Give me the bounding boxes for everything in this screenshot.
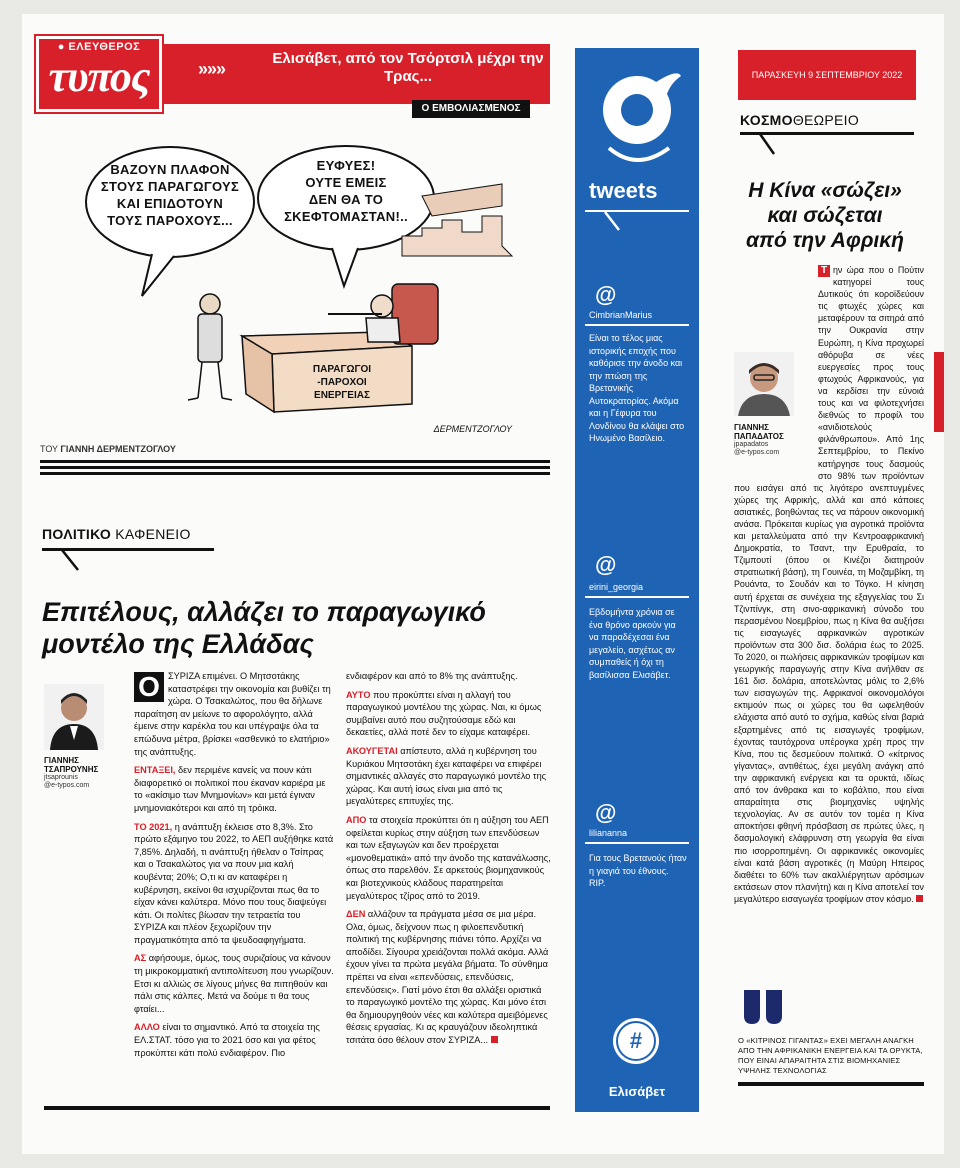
paragraph-keyword: ΤΟ 2021, xyxy=(134,821,173,832)
author-photo-papadatos xyxy=(734,352,794,416)
paragraph: ΑΚΟΥΓΕΤΑΙ απίστευτο, αλλά η κυβέρνηση του Κυριάκου Μητσοτάκη έχει καταφέρει να επιφέρει σημαντικές αλλαγές στο παραγωγικό μοντέλο της χώρας. Και αυτή ίσως είναι μια από τις μεγαλύτερες επιτυχίες της. xyxy=(346,745,547,807)
paragraph-keyword: ΑΛΛΟ xyxy=(134,1022,160,1033)
political-cartoon xyxy=(82,136,552,436)
byline-author[interactable]: ΓΙΑΝΝΗ ΔΕΡΜΕΝΤΖΟΓΛΟΥ xyxy=(60,444,176,454)
section-tick-icon xyxy=(758,134,778,158)
bubble-left-line: ΚΑΙ ΕΠΙΔΟΤΟΥΝ xyxy=(116,196,224,211)
paragraph: ΑΛΛΟ είναι το σημαντικό. Από τα στοιχεία της ΕΛ.ΣΤΑΤ. τόσο για το 2021 όσο και για φέτος προκύπτει κάτι πολύ ενδιαφέρον. Πιο xyxy=(134,1022,320,1058)
article-column-1 xyxy=(134,670,334,1065)
bubble-right-line: ΔΕΝ ΘΑ ΤΟ xyxy=(308,192,384,207)
cartoonist-signature: ΔΕΡΜΕΝΤΖΟΓΛΟΥ xyxy=(433,424,512,434)
column-tag: Ο ΕΜΒΟΛΙΑΣΜΕΝΟΣ xyxy=(412,100,530,118)
section-bold: ΠΟΛΙΤΙΚΟ xyxy=(42,526,112,542)
dropcap: Ο xyxy=(134,672,164,702)
author-photo-tsaprounis xyxy=(44,684,104,750)
author-last-name: ΠΑΠΑΔΑΤΟΣ xyxy=(734,432,784,442)
divider xyxy=(40,472,550,475)
desk-label-line: -ΠΑΡΟΧΟΙ xyxy=(317,377,367,388)
kosmo-article-text: ην ώρα που ο Πούτιν κατηγορεί τους Δυτικούς ότι κοροϊδεύουν τις φτωχές χώρες και μεταφέρουν τα σιτηρά από την Ουκρανία στην Ευρώπη, η Κίνα προχωρεί αθόρυβα σε νέες ευεργεσίες προς τους φτωχούς Αφρικανούς, για να κερδίσει την εύνοιά τους και να φιλοτεχνήσει διεθνώς το προφίλ του «ανιδιοτελούς φιλάνθρωπου». Από 1ης Σεπτεμβρίου, το Πεκίνο κατήργησε τους δασμούς στο 98% των προϊόντων που εισάγει από τις λιγότερο ανεπτυγμένες χώρες της Αφρικής, αλλά και από κάποιες ασιατικές, βοηθώντας τες να πάρουν οικονομική ανάσα. Πρόκειται κυρίως για αγροτικά προϊόντα και μεταλλεύματα από την Κεντροαφρικανική Δημοκρατία, το Τσαντ, την Ερυθραία, το Τζιμπουτί (όπου οι Κινέζοι διατηρούν στρατιωτική βάση), τη Γουινέα, τη Μοζαμβίκη, τη Ρουάντα, το Σουδάν και το Τόγκο. Η κίνηση αυτή έρχεται σε συνέχεια της εξαγγελίας του Σι Τζινπίνγκ, στη σινο-αφρικανική σύνοδο του περασμένου Νοεμβρίου, πως η Κίνα θα αυξήσει τις εισαγωγές αφρικανικών αγροτικών προϊόντων στα 300 δισ. δολάρια έως το 2025. Το 2020, οι πωλήσεις αφρικανικών τροφίμων και γεωργικής παραγωγής στην Κίνα ανήλθαν σε 161 δισ. δολάρια, αποτελώντας μόλις το 2,6% των εισαγωγών της. Αφρικανοί οικονομολόγοι εκτιμούν πως οι χώρες του θα ωφεληθούν ελάχιστα από αυτό το σχήμα, καθώς είναι βαριά εξαρτημένες από τις εισαγωγές τροφίμων, έχοντας ταυτόχρονα υπέρογκα χρέη προς την Κίνα, που τις δεσμεύουν πολιτικά. Ο «κίτρινος γίγαντας», αντιθέτως, έχει μεγάλη ανάγκη από την αφρικανική ενέργεια και τα ορυκτά, ιδίως από τον άνθρακα και το κοβάλτιο, που είναι απαραίτητα στις βιομηχανίες υψηλής τεχνολογίας. Αν σε αυτόν τον τομέα η Κίνα αποκτήσει φθηνή πρόσβαση σε πρώτες ύλες, η δασμολογική ελάφρυνση στη γεωργία θα είναι πιο ισορροπημένη. Οι αφρικανικές οικονομίες είναι κατά βάση αγροτικές (η Μαύρη Ηπειρος διαθέτει το 60% των ακαλλιέργητων αρόσιμων εκτάσεων στον πλανήτη) και η Κίνα αποτελεί τον μεγαλύτερο εισαγωγέα τροφίμων στον κόσμο. xyxy=(734,265,924,904)
divider xyxy=(40,466,550,469)
paragraph-keyword: ΑΥΤΟ xyxy=(346,689,371,700)
bottom-divider xyxy=(738,1082,924,1086)
dropcap: Τ xyxy=(818,265,830,277)
tweet-rule xyxy=(585,324,689,326)
tweet-text: Είναι το τέλος μιας ιστορικής εποχής που καθόρισε την άνοδο και την πτώση της Βρετανικής Αυτοκρατορίας. Ακόμα και η Γέφυρα του Λονδίνου θα κλάψει στο Ηνωμένο Βασίλειο. xyxy=(589,333,685,443)
hashtag-label[interactable]: Ελισάβετ xyxy=(608,1084,666,1099)
bubble-right-line: ΟΥΤΕ ΕΜΕΙΣ xyxy=(305,175,387,190)
tweet-text: Εβδομήντα χρόνια σε ένα θρόνο αρκούν για να παραδέχεσαι ένα μεγαλείο, ασχέτως αν συμπαθείς ή όχι τη βασίλισσα Ελισάβετ. xyxy=(589,607,676,680)
paragraph-keyword: ΕΝΤΑΞΕΙ, xyxy=(134,765,176,776)
cartoon-byline xyxy=(40,444,176,454)
tweets-rule xyxy=(585,210,689,212)
divider xyxy=(40,460,550,463)
tweet-bird-icon xyxy=(593,62,683,172)
tweet-handle[interactable]: eirini_georgia xyxy=(589,582,644,592)
tweet-handle[interactable]: liliananna xyxy=(589,828,628,838)
headline-line: και σώζεται xyxy=(767,204,883,227)
paragraph: Ο ΣΥΡΙΖΑ επιμένει. Ο Μητσοτάκης καταστρέφει την οικονομία και βυθίζει τη χώρα. Ο Τσακαλώτος, που θα δήλωνε παραίτηση αν μείωνε το αφορολόγητο, αλλά έμεινε στην καρέκλα του και υπέγραψε όλα τα επώδυνα μέτρα, βρίσκει «ασθενικό το ελατήριο» της ανάπτυξης. xyxy=(134,671,331,757)
paragraph: ΑΠΟ τα στοιχεία προκύπτει ότι η αύξηση του ΑΕΠ οφείλεται κυρίως στην αύξηση των επενδύσεων και των εξαγωγών και δεν προέρχεται «μονοθεματικά» από την άνοδο της κατανάλωσης, όπως στο παρελθόν. Σε αρκετούς βιομηχανικούς και βιοτεχνικούς κλάδους παρατηρείται μεγαλύτερος τζίρος από το 2019. xyxy=(346,814,551,901)
standing-man-figure xyxy=(188,294,232,400)
tweets-header: tweets xyxy=(589,178,658,203)
tweet-rule xyxy=(585,596,689,598)
paragraph: ΑΣ αφήσουμε, όμως, τους συριζαίους να κάνουν τη μικροκομματική αντιπολίτευση που γνωρίζουν. Ετσι κι αλλιώς σε λίγους μήνες θα πιπηθούν και πάλι στις κάλπες. Μετά να δούμε τι θα τους φταίει... xyxy=(134,953,334,1014)
headline-line: Επιτέλους, αλλάζει το παραγωγικό xyxy=(42,597,486,627)
article-column-2 xyxy=(346,670,552,1053)
tweet-rule xyxy=(585,842,689,844)
quote-marks-icon xyxy=(742,990,786,1026)
kosmo-article-body xyxy=(734,264,924,905)
paragraph-keyword: ΑΠΟ xyxy=(346,814,367,825)
bubble-right-line: ΣΚΕΦΤΟΜΑΣΤΑΝ!.. xyxy=(284,209,408,224)
author-handle[interactable]: jpapadatos xyxy=(734,441,769,449)
logo-kicker: ● ΕΛΕΥΘΕΡΟΣ xyxy=(57,41,141,53)
hashtag-badge[interactable] xyxy=(613,1018,659,1064)
at-icon: @ xyxy=(595,552,617,577)
section-title-politiko[interactable] xyxy=(42,526,191,542)
article-headline[interactable] xyxy=(42,596,552,660)
author-site[interactable]: @e-typos.com xyxy=(44,782,90,789)
bubble-left-line: ΒΑΖΟΥΝ ΠΛΑΦΟΝ xyxy=(110,162,230,177)
section-title-kosmo[interactable] xyxy=(740,112,859,128)
author-first-name: ΓΙΑΝΝΗΣ xyxy=(734,423,769,433)
tweet-text: Για τους Βρετανούς ήταν η γιαγιά του έθνους. RIP. xyxy=(589,853,687,888)
bubble-left-line: ΤΟΥΣ ΠΑΡΟΧΟΥΣ... xyxy=(107,213,233,228)
paragraph: ενδιαφέρον και από το 8% της ανάπτυξης. xyxy=(346,671,518,681)
at-icon: @ xyxy=(595,800,617,825)
bottom-divider xyxy=(44,1106,550,1110)
author-box-papadatos xyxy=(734,352,814,472)
top-teaser-headline[interactable]: Ελισάβετ, από τον Τσόρτσιλ μέχρι την Τρας... xyxy=(272,50,544,85)
paragraph: ΔΕΝ αλλάζουν τα πράγματα μέσα σε μια μέρα. Ολα, όμως, δείχνουν πως η φιλοεπενδυτική πολιτική της κυβέρνησης πιάνει τόπο. Αρχίζει να αποδίδει. Σίγουρα χρειάζονται πολλά ακόμα. Αλλά έχουν γίνει τα πρώτα μεγάλα βήματα. Το σύνθημα πρέπει να είναι «επενδύσεις, επενδύσεις, επενδύσεις». Γιατί μόνο έτσι θα αλλάξει οριστικά το παραγωγικό μοντέλο της χώρας. Και μόνο έτσι θα δημιουργηθούν νέες και καλύτερα αμειβόμενες θέσεις εργασίας. Κι ας κραυγάζουν ιδεοληπτικά τσιτάτα όσο θέλουν στον ΣΥΡΙΖΑ... xyxy=(346,909,549,1046)
kosmo-headline[interactable] xyxy=(726,178,924,253)
section-tick-icon xyxy=(60,550,82,574)
hashtag-icon: # xyxy=(616,1021,656,1061)
pull-quote: Ο «ΚΙΤΡΙΝΟΣ ΓΙΓΑΝΤΑΣ» ΕΧΕΙ ΜΕΓΑΛΗ ΑΝΑΓΚΗ ΑΠΟ ΤΗΝ ΑΦΡΙΚΑΝΙΚΗ ΕΝΕΡΓΕΙΑ ΚΑΙ ΤΑ ΟΡΥΚΤΑ, ΠΟΥ ΕΙΝΑΙ ΑΠΑΡΑΙΤΗΤΑ ΣΤΙΣ ΒΙΟΜΗΧΑΝΙΕΣ ΥΨΗΛΗΣ ΤΕΧΝΟΛΟΓΙΑΣ xyxy=(738,1036,923,1075)
headline-line: από την Αφρική xyxy=(746,229,904,252)
paragraph-keyword: ΑΣ xyxy=(134,953,147,964)
headline-line: Η Κίνα «σώζει» xyxy=(748,179,902,202)
newspaper-page xyxy=(22,14,944,1154)
end-mark-icon xyxy=(491,1036,498,1043)
section-bold: ΚΟΣΜΟ xyxy=(740,112,793,128)
author-box-tsaprounis xyxy=(44,756,124,790)
at-icon: @ xyxy=(595,282,617,307)
tweet-handle[interactable]: CimbrianMarius xyxy=(589,310,653,320)
issue-date: ΠΑΡΑΣΚΕΥΗ 9 ΣΕΠΤΕΜΒΡΙΟΥ 2022 xyxy=(751,70,903,80)
byline-prefix: ΤΟΥ xyxy=(40,444,58,454)
newspaper-logo[interactable] xyxy=(36,36,162,112)
paragraph: ΤΟ 2021, η ανάπτυξη έκλεισε στο 8,3%. Στο πρώτο εξάμηνο του 2022, το ΑΕΠ αυξήθηκε κατά 7,85%. Δηλαδή, τι ανάπτυξη ήθελαν ο Τσίπρας και ο Τσακαλώτος για να πουν μια καλή κουβέντα; 20%; Ο,τι κι αν καταφέρει η κυβέρνηση, εκείνοι θα ισχυρίζονται πως θα το είχαν κάνει καλύτερα. Μόνο που τους διαψεύγει κάτι. Οι πολίτες βίωσαν την τετραετία του ΣΥΡΙΖΑ και πλέον ξεχωρίζουν την πραγματικότητα από τα ψευδοαφηγήματα. xyxy=(134,821,334,945)
chevrons-icon: »»» xyxy=(198,59,226,79)
author-first-name: ΓΙΑΝΝΗΣ xyxy=(44,756,79,765)
page-edge-tab xyxy=(934,352,944,432)
section-light: ΚΑΦΕΝΕΙΟ xyxy=(115,526,191,542)
author-site[interactable]: @e-typos.com xyxy=(734,449,780,457)
end-mark-icon xyxy=(916,895,923,902)
desk-label-line: ΠΑΡΑΓΩΓΟΙ xyxy=(312,364,372,375)
headline-line: μοντέλο της Ελλάδας xyxy=(42,629,314,659)
author-last-name: ΤΣΑΠΡΟΥΝΗΣ xyxy=(44,765,99,774)
section-light: ΘΕΩΡΕΙΟ xyxy=(792,112,860,128)
date-bar xyxy=(738,50,916,100)
paragraph-keyword: ΑΚΟΥΓΕΤΑΙ xyxy=(346,745,398,756)
bubble-left-line: ΣΤΟΥΣ ΠΑΡΑΓΩΓΟΥΣ xyxy=(100,179,240,194)
paragraph: ΕΝΤΑΞΕΙ, δεν περιμένε κανείς να πουν κάτι διαφορετικό οι πολιτικοί που έκαναν καριέρα με το «ακίσιμο των Μνημονίων» και μετά έγιναν μνημονιακότεροι και από τη τρόικα. xyxy=(134,765,326,813)
tweets-column xyxy=(575,48,699,1112)
logo-wordmark: τυπος xyxy=(48,52,150,101)
paragraph-keyword: ΔΕΝ xyxy=(346,909,366,920)
paragraph: ΑΥΤΟ που προκύπτει είναι η αλλαγή του παραγωγικού μοντέλου της χώρας. Ναι, κι όμως συμβαίνει αυτό που συζητούσαμε εδώ και δεκαετίες, αλλά ποτέ δεν το είχαμε καταφέρει. xyxy=(346,689,542,738)
tweets-tick-icon xyxy=(603,212,623,234)
desk-label-line: ΕΝΕΡΓΕΙΑΣ xyxy=(314,390,370,401)
bubble-right-line: ΕΥΦΥΕΣ! xyxy=(316,158,376,173)
author-handle[interactable]: jtsaprounis xyxy=(44,774,78,781)
